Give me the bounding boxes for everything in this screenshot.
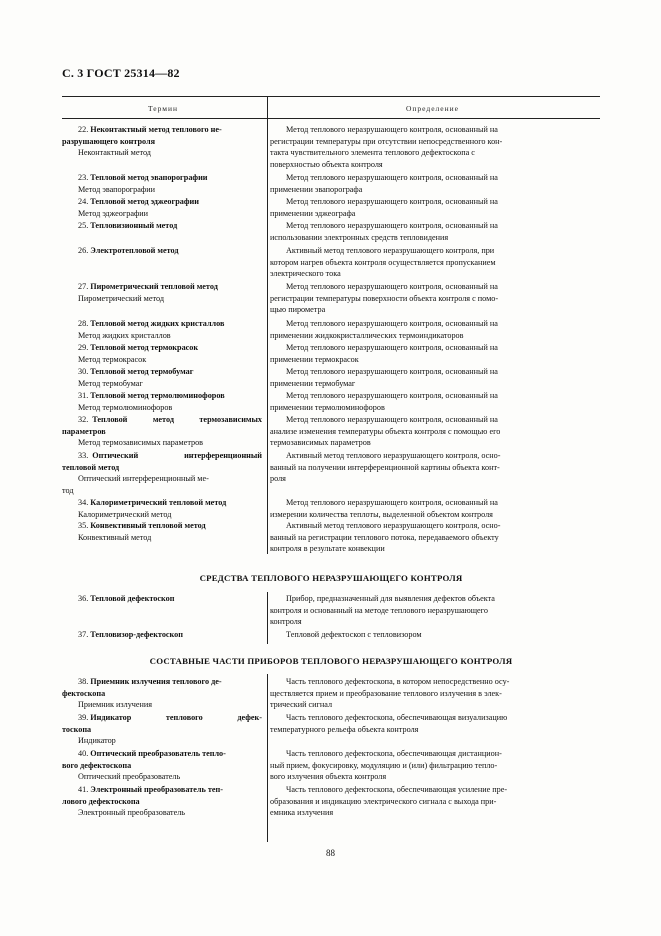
term-35: 35. Конвективный тепловой метод Конвективный метод — [78, 521, 206, 542]
definition-28: Метод теплового неразрушающего контроля, основанный на применении жидкокристаллических термоиндикаторов — [270, 319, 498, 340]
term-39: 39. Индикатор теплового дефек- тоскопа Индикатор — [62, 713, 262, 746]
term-23: 23. Тепловой метод эвапорографии Метод эвапорографии — [78, 173, 208, 194]
definition-23: Метод теплового неразрушающего контроля, основанный на применении эвапорографа — [270, 173, 498, 194]
definition-31: Метод теплового неразрушающего контроля, основанный на применении термолюминофоров — [270, 391, 498, 412]
definition-39: Часть теплового дефектоскопа, обеспечивающая визуализацию температурного рельефа объекта контроля — [270, 713, 508, 734]
term-32: 32. Тепловой метод термозависимых параметров Метод термозависимых параметров — [62, 415, 262, 448]
page-header: С. 3 ГОСТ 25314—82 — [62, 66, 180, 80]
definition-37: Тепловой дефектоскоп с тепловизором — [286, 630, 422, 639]
definition-25: Метод теплового неразрушающего контроля, основанный на использовании электронных средств тепловидения — [270, 221, 498, 242]
column-header-term: Термин — [148, 104, 179, 113]
table-column-divider-top — [267, 96, 268, 554]
definition-22: Метод теплового неразрушающего контроля, основанный на регистрации температуры при отсутствии непосредственного кон- такта чувствительного элемента теплового дефектоскопа с поверхностью объекта контроля — [270, 125, 503, 169]
term-40: 40. Оптический преобразователь тепло- вого дефектоскопа Оптический преобразователь — [62, 749, 226, 782]
definition-34: Метод теплового неразрушающего контроля, основанный на измерении количества теплоты, выделенной объектом контроля — [270, 498, 498, 519]
definition-41: Часть теплового дефектоскопа, обеспечивающая усиление пре- образования и индикацию электрического сигнала с выхода при- емника излучения — [270, 785, 508, 818]
term-28: 28. Тепловой метод жидких кристаллов Метод жидких кристаллов — [78, 319, 225, 340]
definition-35: Активный метод теплового неразрушающего контроля, осно- ванный на регистрации теплового потока, передаваемого объекту контроля в результате конвекции — [270, 521, 501, 554]
definition-27: Метод теплового неразрушающего контроля, основанный на регистрации температуры поверхности объекта контроля с помо- щью пирометра — [270, 282, 499, 315]
term-31: 31. Тепловой метод термолюминофоров Метод термолюминофоров — [78, 391, 225, 412]
term-26: 26. Электротепловой метод — [78, 246, 179, 255]
definition-29: Метод теплового неразрушающего контроля, основанный на применении термокрасок — [270, 343, 498, 364]
term-38: 38. Приемник излучения теплового де- фектоскопа Приемник излучения — [62, 677, 222, 710]
table-column-divider-mid — [267, 592, 268, 644]
definition-26: Активный метод теплового неразрушающего контроля, при котором нагрев объекта контроля осуществляется пропусканием электрического тока — [270, 246, 496, 279]
definition-40: Часть теплового дефектоскопа, обеспечивающая дистанцион- ный прием, фокусировку, модуляцию и (или) фильтрацию тепло- вого излучения объекта контроля — [270, 749, 502, 782]
term-22: 22. Неконтактный метод теплового не- разрушающего контроля Неконтактный метод — [62, 125, 222, 158]
table-column-divider-bottom — [267, 674, 268, 842]
term-24: 24. Тепловой метод эджеографии Метод эджеографии — [78, 197, 199, 218]
term-30: 30. Тепловой метод термобумаг Метод термобумаг — [78, 367, 194, 388]
definition-30: Метод теплового неразрушающего контроля, основанный на применении термобумаг — [270, 367, 498, 388]
term-41: 41. Электронный преобразователь теп- лового дефектоскопа Электронный преобразователь — [62, 785, 223, 818]
term-25: 25. Тепловизионный метод — [78, 221, 178, 230]
page-number: 88 — [326, 848, 335, 858]
definition-36: Прибор, предназначенный для выявления дефектов объекта контроля и основанный на методе теплового неразрушающего контроля — [270, 594, 495, 627]
table-head-rule — [62, 118, 600, 119]
section-title-components: СОСТАВНЫЕ ЧАСТИ ПРИБОРОВ ТЕПЛОВОГО НЕРАЗРУШАЮЩЕГО КОНТРОЛЯ — [149, 656, 513, 666]
term-33: 33. Оптический интерференционный тепловой метод Оптический интерференционный ме- тод — [62, 451, 262, 495]
definition-32: Метод теплового неразрушающего контроля, основанный на анализе изменения температуры объекта контроля с помощью его термозависимых параметров — [270, 415, 501, 448]
term-27: 27. Пирометрический тепловой метод Пирометрический метод — [78, 282, 218, 303]
term-29: 29. Тепловой метод термокрасок Метод термокрасок — [78, 343, 199, 364]
definition-38: Часть теплового дефектоскопа, в котором непосредственно осу- ществляется прием и преобразование теплового излучения в элек- трический сигнал — [270, 677, 510, 710]
term-37: 37. Тепловизор-дефектоскоп — [78, 630, 183, 639]
definition-24: Метод теплового неразрушающего контроля, основанный на применении эджеографа — [270, 197, 498, 218]
term-36: 36. Тепловой дефектоскоп — [78, 594, 175, 603]
column-header-definition: Определение — [406, 104, 459, 113]
table-top-rule — [62, 96, 600, 97]
definition-33: Активный метод теплового неразрушающего контроля, осно- ванный на получении интерференционной картины объекта конт- роля — [270, 451, 501, 484]
term-34: 34. Калориметрический тепловой метод Калориметрический метод — [78, 498, 227, 519]
section-title-instruments: СРЕДСТВА ТЕПЛОВОГО НЕРАЗРУШАЮЩЕГО КОНТРОЛЯ — [199, 573, 463, 583]
